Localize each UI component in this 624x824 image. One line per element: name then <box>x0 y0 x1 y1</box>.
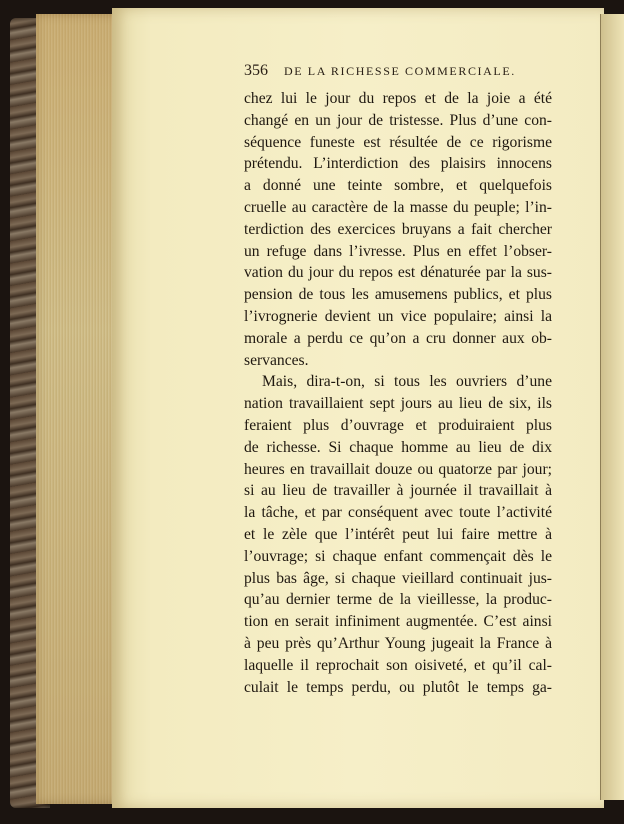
text-line: plus bas âge, si chaque vieillard continuait jus- <box>244 569 552 587</box>
text-line: prétendu. L’interdiction des plaisirs innocens <box>244 155 552 173</box>
text-line: tion en serait infiniment augmentée. C’est ainsi <box>244 613 552 631</box>
text-line: l’ouvrage; si chaque enfant commençait dès le <box>244 547 552 565</box>
page-edges <box>36 14 122 804</box>
text-line: heures en travaillait douze ou quatorze par jour; <box>244 460 552 478</box>
text-line: pension de tous les amusemens publics, et plus <box>244 286 552 304</box>
text-line: et le zèle que l’intérêt peut lui faire mettre à <box>244 525 552 543</box>
text-line: l’ivrognerie devient un vice populaire; ainsi la <box>244 307 552 325</box>
text-line: vation du jour du repos est dénaturée par la sus- <box>244 264 552 282</box>
text-line: cruelle au caractère de la masse du peuple; l’in- <box>244 198 552 216</box>
text-line: changé en un jour de tristesse. Plus d’une con- <box>244 111 552 129</box>
page-header <box>244 62 560 80</box>
text-line: séquence funeste est résultée de ce rigorisme <box>244 133 552 151</box>
text-line: Mais, dira-t-on, si tous les ouvriers d’une <box>262 373 552 391</box>
text-line: servances. <box>244 351 309 369</box>
text-line: nation travaillaient sept jours au lieu de six, ils <box>244 395 552 413</box>
text-line: culait le temps perdu, ou plutôt le temps ga- <box>244 678 552 696</box>
text-line: à peu près qu’Arthur Young jugeait la France à <box>244 634 552 652</box>
text-line: terdiction des exercices bruyans a fait chercher <box>244 220 552 238</box>
page-number: 356 <box>244 62 268 79</box>
facing-page-edge <box>600 14 624 800</box>
body-text <box>244 88 552 698</box>
text-line: laquelle il reprochait son oisiveté, et qu’il cal- <box>244 656 552 674</box>
text-line: qu’au dernier terme de la vieillesse, la produc- <box>244 591 552 609</box>
text-line: feraient plus d’ouvrage et produiraient plus <box>244 416 552 434</box>
text-line: chez lui le jour du repos et de la joie a été <box>244 90 552 107</box>
text-line: un refuge dans l’ivresse. Plus en effet l’obser- <box>244 242 552 260</box>
text-line: a donné une teinte sombre, et quelquefois <box>244 177 552 195</box>
text-line: morale a perdu ce qu’on a cru donner aux ob- <box>244 329 552 347</box>
running-head: DE LA RICHESSE COMMERCIALE. <box>284 64 516 78</box>
text-line: la tâche, et par conséquent avec toute l’activité <box>244 504 552 522</box>
text-line: si au lieu de travailler à journée il travaillait à <box>244 482 552 500</box>
text-line: de richesse. Si chaque homme au lieu de dix <box>244 438 552 456</box>
